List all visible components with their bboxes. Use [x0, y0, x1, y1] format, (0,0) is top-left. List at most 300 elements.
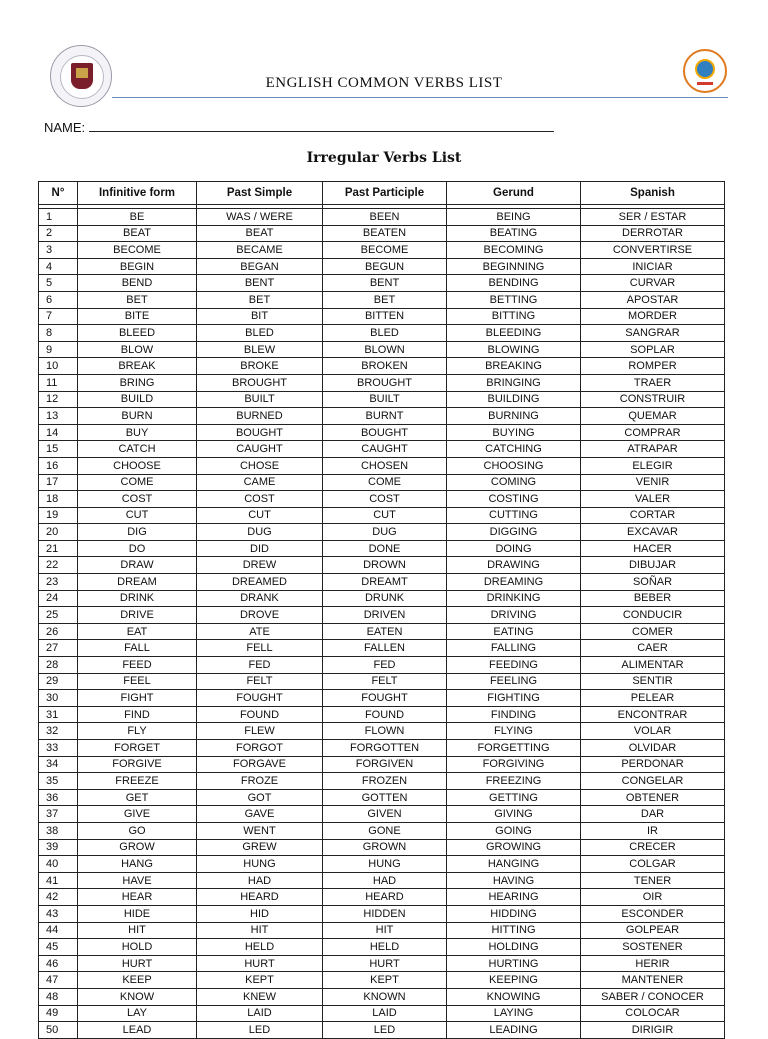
cell-spanish: TRAER	[581, 374, 725, 391]
cell-spanish: ELEGIR	[581, 457, 725, 474]
cell-infinitive: BURN	[78, 408, 197, 425]
cell-number: 31	[39, 706, 78, 723]
header-gerund: Gerund	[447, 182, 581, 205]
cell-past-simple: ATE	[197, 623, 323, 640]
cell-infinitive: DO	[78, 540, 197, 557]
cell-past-simple: FELT	[197, 673, 323, 690]
cell-past-simple: BUILT	[197, 391, 323, 408]
cell-number: 6	[39, 291, 78, 308]
cell-past-simple: BENT	[197, 275, 323, 292]
cell-past-simple: GAVE	[197, 806, 323, 823]
cell-spanish: SER / ESTAR	[581, 209, 725, 226]
table-row	[39, 374, 725, 391]
cell-past-participle: BEEN	[323, 209, 447, 226]
table-row	[39, 474, 725, 491]
cell-number: 8	[39, 325, 78, 342]
cell-past-simple: HEARD	[197, 889, 323, 906]
cell-infinitive: BLEED	[78, 325, 197, 342]
cell-infinitive: DIG	[78, 524, 197, 541]
table-row	[39, 773, 725, 790]
cell-number: 35	[39, 773, 78, 790]
cell-gerund: BUYING	[447, 424, 581, 441]
cell-past-participle: DRIVEN	[323, 607, 447, 624]
cell-past-participle: KEPT	[323, 972, 447, 989]
cell-gerund: CHOOSING	[447, 457, 581, 474]
cell-past-simple: BLEW	[197, 341, 323, 358]
cell-spanish: COLGAR	[581, 856, 725, 873]
cell-infinitive: COST	[78, 491, 197, 508]
cell-past-simple: FORGAVE	[197, 756, 323, 773]
cell-infinitive: BRING	[78, 374, 197, 391]
table-row	[39, 740, 725, 757]
header-past-simple: Past Simple	[197, 182, 323, 205]
header-past-participle: Past Participle	[323, 182, 447, 205]
name-blank-underline	[89, 122, 554, 132]
cell-number: 4	[39, 258, 78, 275]
list-title: Irregular Verbs List	[306, 150, 462, 166]
cell-spanish: ALIMENTAR	[581, 657, 725, 674]
cell-infinitive: GO	[78, 822, 197, 839]
cell-infinitive: HIDE	[78, 905, 197, 922]
cell-past-participle: BROUGHT	[323, 374, 447, 391]
cell-gerund: DRINKING	[447, 590, 581, 607]
cell-spanish: SABER / CONOCER	[581, 988, 725, 1005]
cell-number: 13	[39, 408, 78, 425]
cell-gerund: FALLING	[447, 640, 581, 657]
cell-gerund: FINDING	[447, 706, 581, 723]
cell-infinitive: HIT	[78, 922, 197, 939]
cell-gerund: DRIVING	[447, 607, 581, 624]
cell-infinitive: GET	[78, 789, 197, 806]
cell-gerund: HURTING	[447, 955, 581, 972]
cell-past-simple: DREW	[197, 557, 323, 574]
cell-past-simple: GREW	[197, 839, 323, 856]
cell-number: 37	[39, 806, 78, 823]
cell-past-simple: FED	[197, 657, 323, 674]
name-field-line	[44, 120, 554, 135]
cell-past-participle: BITTEN	[323, 308, 447, 325]
cell-gerund: GETTING	[447, 789, 581, 806]
cell-spanish: COMPRAR	[581, 424, 725, 441]
cell-past-simple: FOUGHT	[197, 690, 323, 707]
cell-infinitive: BECOME	[78, 242, 197, 259]
cell-infinitive: CUT	[78, 507, 197, 524]
cell-past-participle: GROWN	[323, 839, 447, 856]
cell-past-simple: HUNG	[197, 856, 323, 873]
cell-gerund: FEEDING	[447, 657, 581, 674]
cell-past-participle: CAUGHT	[323, 441, 447, 458]
table-row	[39, 275, 725, 292]
cell-gerund: CUTTING	[447, 507, 581, 524]
cell-infinitive: HOLD	[78, 939, 197, 956]
cell-spanish: OLVIDAR	[581, 740, 725, 757]
cell-gerund: LAYING	[447, 1005, 581, 1022]
document-title: ENGLISH COMMON VERBS LIST	[265, 75, 503, 91]
globe-icon	[695, 59, 715, 79]
cell-spanish: HACER	[581, 540, 725, 557]
cell-past-simple: CHOSE	[197, 457, 323, 474]
table-row	[39, 1022, 725, 1039]
table-row	[39, 441, 725, 458]
cell-number: 42	[39, 889, 78, 906]
cell-gerund: BECOMING	[447, 242, 581, 259]
table-row	[39, 325, 725, 342]
cell-past-participle: HAD	[323, 872, 447, 889]
cell-spanish: QUEMAR	[581, 408, 725, 425]
cell-spanish: SOÑAR	[581, 574, 725, 591]
cell-past-simple: DID	[197, 540, 323, 557]
cell-number: 22	[39, 557, 78, 574]
cell-spanish: EXCAVAR	[581, 524, 725, 541]
table-row	[39, 590, 725, 607]
table-row	[39, 308, 725, 325]
cell-spanish: SOSTENER	[581, 939, 725, 956]
cell-past-simple: BECAME	[197, 242, 323, 259]
cell-gerund: LEADING	[447, 1022, 581, 1039]
cell-past-simple: BIT	[197, 308, 323, 325]
cell-spanish: DIBUJAR	[581, 557, 725, 574]
cell-past-simple: COST	[197, 491, 323, 508]
cell-number: 45	[39, 939, 78, 956]
cell-spanish: PERDONAR	[581, 756, 725, 773]
cell-infinitive: FORGIVE	[78, 756, 197, 773]
cell-past-participle: DROWN	[323, 557, 447, 574]
cell-gerund: GROWING	[447, 839, 581, 856]
cell-spanish: ENCONTRAR	[581, 706, 725, 723]
table-row	[39, 723, 725, 740]
cell-past-participle: CHOSEN	[323, 457, 447, 474]
cell-infinitive: DRIVE	[78, 607, 197, 624]
cell-number: 50	[39, 1022, 78, 1039]
cell-past-participle: DREAMT	[323, 574, 447, 591]
table-row	[39, 789, 725, 806]
cell-number: 18	[39, 491, 78, 508]
cell-infinitive: FREEZE	[78, 773, 197, 790]
cell-spanish: TENER	[581, 872, 725, 889]
cell-infinitive: FEEL	[78, 673, 197, 690]
cell-number: 39	[39, 839, 78, 856]
cell-infinitive: FLY	[78, 723, 197, 740]
cell-past-participle: EATEN	[323, 623, 447, 640]
cell-past-participle: DRUNK	[323, 590, 447, 607]
cell-spanish: SENTIR	[581, 673, 725, 690]
cell-spanish: PELEAR	[581, 690, 725, 707]
table-row	[39, 258, 725, 275]
cell-number: 38	[39, 822, 78, 839]
cell-past-participle: FORGOTTEN	[323, 740, 447, 757]
table-row	[39, 408, 725, 425]
cell-gerund: HOLDING	[447, 939, 581, 956]
header-spanish: Spanish	[581, 182, 725, 205]
cell-number: 25	[39, 607, 78, 624]
name-label: NAME:	[44, 120, 86, 135]
cell-number: 28	[39, 657, 78, 674]
cell-spanish: HERIR	[581, 955, 725, 972]
cell-gerund: BRINGING	[447, 374, 581, 391]
cell-spanish: CURVAR	[581, 275, 725, 292]
cell-infinitive: BLOW	[78, 341, 197, 358]
cell-number: 44	[39, 922, 78, 939]
cell-past-simple: HID	[197, 905, 323, 922]
cell-infinitive: FIGHT	[78, 690, 197, 707]
cell-number: 19	[39, 507, 78, 524]
cell-infinitive: HURT	[78, 955, 197, 972]
cell-spanish: INICIAR	[581, 258, 725, 275]
cell-infinitive: CATCH	[78, 441, 197, 458]
cell-past-participle: GIVEN	[323, 806, 447, 823]
cell-past-simple: FORGOT	[197, 740, 323, 757]
cell-past-participle: HIDDEN	[323, 905, 447, 922]
table-header-row	[39, 182, 725, 205]
table-row	[39, 822, 725, 839]
cell-past-participle: HEARD	[323, 889, 447, 906]
cell-spanish: CONVERTIRSE	[581, 242, 725, 259]
table-row	[39, 457, 725, 474]
cell-past-participle: GOTTEN	[323, 789, 447, 806]
table-row	[39, 358, 725, 375]
cell-spanish: DERROTAR	[581, 225, 725, 242]
cell-infinitive: BITE	[78, 308, 197, 325]
cell-gerund: HITTING	[447, 922, 581, 939]
cell-past-participle: BLED	[323, 325, 447, 342]
logo-banner	[697, 82, 713, 85]
cell-gerund: HAVING	[447, 872, 581, 889]
cell-number: 32	[39, 723, 78, 740]
cell-past-simple: BLED	[197, 325, 323, 342]
table-row	[39, 673, 725, 690]
cell-past-participle: BECOME	[323, 242, 447, 259]
cell-number: 15	[39, 441, 78, 458]
cell-infinitive: GROW	[78, 839, 197, 856]
cell-spanish: DAR	[581, 806, 725, 823]
cell-past-participle: HIT	[323, 922, 447, 939]
cell-spanish: VENIR	[581, 474, 725, 491]
cell-infinitive: KEEP	[78, 972, 197, 989]
cell-number: 23	[39, 574, 78, 591]
cell-gerund: KEEPING	[447, 972, 581, 989]
cell-past-participle: HELD	[323, 939, 447, 956]
cell-infinitive: GIVE	[78, 806, 197, 823]
cell-past-simple: WENT	[197, 822, 323, 839]
cell-past-participle: FLOWN	[323, 723, 447, 740]
cell-past-simple: KEPT	[197, 972, 323, 989]
cell-gerund: GOING	[447, 822, 581, 839]
cell-past-simple: BOUGHT	[197, 424, 323, 441]
cell-infinitive: FIND	[78, 706, 197, 723]
cell-number: 5	[39, 275, 78, 292]
cell-past-participle: BLOWN	[323, 341, 447, 358]
cell-spanish: MANTENER	[581, 972, 725, 989]
cell-infinitive: BET	[78, 291, 197, 308]
cell-spanish: CORTAR	[581, 507, 725, 524]
cell-gerund: BEING	[447, 209, 581, 226]
table-row	[39, 491, 725, 508]
table-row	[39, 607, 725, 624]
cell-past-participle: GONE	[323, 822, 447, 839]
cell-spanish: IR	[581, 822, 725, 839]
cell-past-simple: FLEW	[197, 723, 323, 740]
table-row	[39, 856, 725, 873]
cell-spanish: MORDER	[581, 308, 725, 325]
table-row	[39, 972, 725, 989]
table-row	[39, 806, 725, 823]
cell-past-participle: FROZEN	[323, 773, 447, 790]
cell-past-simple: HELD	[197, 939, 323, 956]
cell-infinitive: FEED	[78, 657, 197, 674]
cell-past-participle: BENT	[323, 275, 447, 292]
cell-past-simple: CUT	[197, 507, 323, 524]
cell-infinitive: KNOW	[78, 988, 197, 1005]
cell-spanish: CONGELAR	[581, 773, 725, 790]
cell-spanish: COMER	[581, 623, 725, 640]
cell-past-participle: HUNG	[323, 856, 447, 873]
cell-number: 21	[39, 540, 78, 557]
cell-past-participle: FALLEN	[323, 640, 447, 657]
cell-past-participle: CUT	[323, 507, 447, 524]
table-row	[39, 922, 725, 939]
cell-past-participle: FELT	[323, 673, 447, 690]
cell-spanish: GOLPEAR	[581, 922, 725, 939]
cell-gerund: COSTING	[447, 491, 581, 508]
cell-gerund: CATCHING	[447, 441, 581, 458]
cell-infinitive: HEAR	[78, 889, 197, 906]
cell-past-participle: FORGIVEN	[323, 756, 447, 773]
table-row	[39, 955, 725, 972]
cell-gerund: EATING	[447, 623, 581, 640]
cell-spanish: ATRAPAR	[581, 441, 725, 458]
cell-past-participle: DUG	[323, 524, 447, 541]
cell-infinitive: LAY	[78, 1005, 197, 1022]
cell-number: 40	[39, 856, 78, 873]
cell-gerund: BITTING	[447, 308, 581, 325]
cell-past-simple: DUG	[197, 524, 323, 541]
header-divider	[112, 97, 728, 98]
cell-past-simple: GOT	[197, 789, 323, 806]
cell-spanish: DIRIGIR	[581, 1022, 725, 1039]
cell-number: 16	[39, 457, 78, 474]
cell-past-simple: DRANK	[197, 590, 323, 607]
cell-infinitive: BEGIN	[78, 258, 197, 275]
cell-past-simple: BEGAN	[197, 258, 323, 275]
header-number: N°	[39, 182, 78, 205]
cell-infinitive: LEAD	[78, 1022, 197, 1039]
cell-past-simple: HIT	[197, 922, 323, 939]
cell-past-participle: DONE	[323, 540, 447, 557]
cell-number: 10	[39, 358, 78, 375]
table-body	[39, 209, 725, 1039]
cell-infinitive: BREAK	[78, 358, 197, 375]
cell-past-participle: FOUND	[323, 706, 447, 723]
cell-gerund: BUILDING	[447, 391, 581, 408]
table-row	[39, 524, 725, 541]
cell-number: 17	[39, 474, 78, 491]
cell-past-participle: BURNT	[323, 408, 447, 425]
cell-infinitive: DRINK	[78, 590, 197, 607]
cell-past-participle: BROKEN	[323, 358, 447, 375]
cell-number: 2	[39, 225, 78, 242]
header-infinitive: Infinitive form	[78, 182, 197, 205]
cell-gerund: BLOWING	[447, 341, 581, 358]
cell-number: 36	[39, 789, 78, 806]
cell-spanish: ESCONDER	[581, 905, 725, 922]
table-row	[39, 756, 725, 773]
cell-past-participle: KNOWN	[323, 988, 447, 1005]
cell-gerund: DIGGING	[447, 524, 581, 541]
cell-past-participle: BEGUN	[323, 258, 447, 275]
cell-number: 27	[39, 640, 78, 657]
table-row	[39, 623, 725, 640]
cell-spanish: OIR	[581, 889, 725, 906]
cell-infinitive: BEND	[78, 275, 197, 292]
cell-infinitive: BUILD	[78, 391, 197, 408]
cell-past-simple: FROZE	[197, 773, 323, 790]
cell-past-simple: HAD	[197, 872, 323, 889]
cell-number: 7	[39, 308, 78, 325]
cell-spanish: OBTENER	[581, 789, 725, 806]
cell-spanish: COLOCAR	[581, 1005, 725, 1022]
table-row	[39, 839, 725, 856]
table-row	[39, 242, 725, 259]
cell-past-simple: CAUGHT	[197, 441, 323, 458]
cell-number: 30	[39, 690, 78, 707]
cell-number: 12	[39, 391, 78, 408]
cell-past-participle: FED	[323, 657, 447, 674]
cell-infinitive: CHOOSE	[78, 457, 197, 474]
table-row	[39, 291, 725, 308]
cell-past-participle: BET	[323, 291, 447, 308]
table-row	[39, 574, 725, 591]
cell-infinitive: DRAW	[78, 557, 197, 574]
cell-number: 34	[39, 756, 78, 773]
cell-gerund: DOING	[447, 540, 581, 557]
table-row	[39, 391, 725, 408]
cell-infinitive: BEAT	[78, 225, 197, 242]
cell-past-simple: BET	[197, 291, 323, 308]
cell-past-simple: BROKE	[197, 358, 323, 375]
cell-gerund: FIGHTING	[447, 690, 581, 707]
cell-infinitive: FALL	[78, 640, 197, 657]
cell-number: 47	[39, 972, 78, 989]
cell-spanish: CONSTRUIR	[581, 391, 725, 408]
cell-gerund: HIDDING	[447, 905, 581, 922]
cell-past-simple: FELL	[197, 640, 323, 657]
cell-gerund: BLEEDING	[447, 325, 581, 342]
cell-spanish: SANGRAR	[581, 325, 725, 342]
cell-number: 49	[39, 1005, 78, 1022]
cell-gerund: DREAMING	[447, 574, 581, 591]
cell-infinitive: HANG	[78, 856, 197, 873]
cell-spanish: APOSTAR	[581, 291, 725, 308]
table-row	[39, 657, 725, 674]
cell-gerund: FORGIVING	[447, 756, 581, 773]
table-row	[39, 905, 725, 922]
cell-infinitive: DREAM	[78, 574, 197, 591]
cell-gerund: HANGING	[447, 856, 581, 873]
cell-spanish: VALER	[581, 491, 725, 508]
cell-gerund: FORGETTING	[447, 740, 581, 757]
cell-gerund: FEELING	[447, 673, 581, 690]
table-row	[39, 225, 725, 242]
cell-past-participle: LED	[323, 1022, 447, 1039]
table-row	[39, 1005, 725, 1022]
cell-spanish: CONDUCIR	[581, 607, 725, 624]
cell-past-simple: DREAMED	[197, 574, 323, 591]
cell-past-simple: LED	[197, 1022, 323, 1039]
table-row	[39, 706, 725, 723]
cell-gerund: BURNING	[447, 408, 581, 425]
table-row	[39, 872, 725, 889]
cell-gerund: FLYING	[447, 723, 581, 740]
